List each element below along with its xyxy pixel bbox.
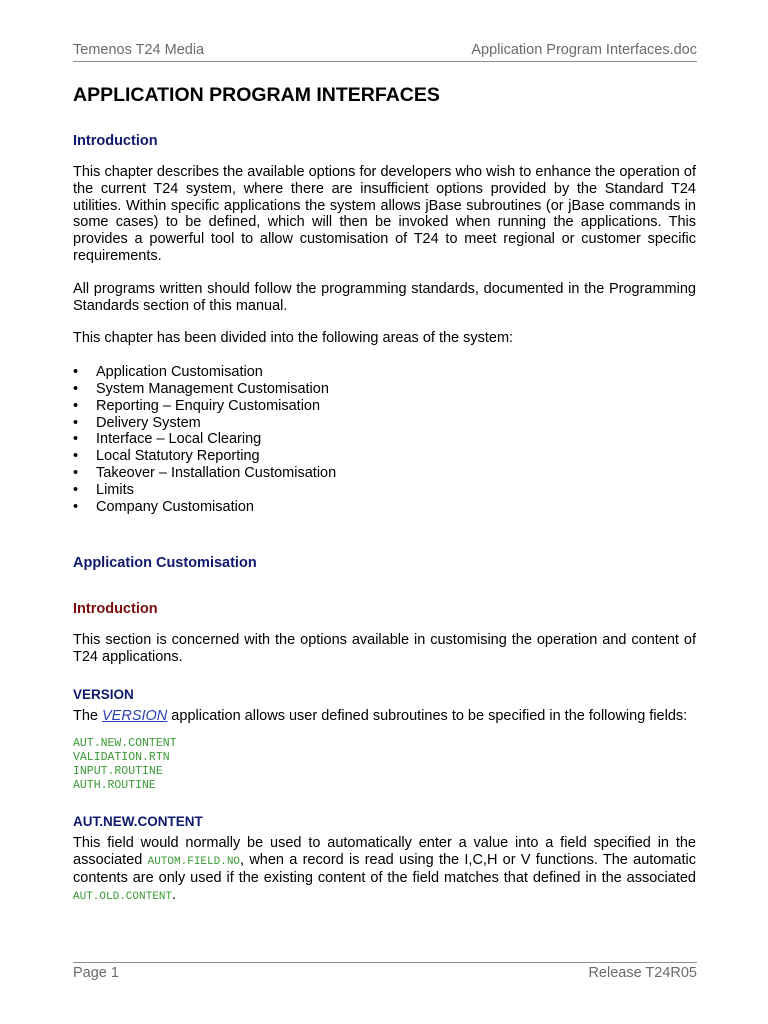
intro-paragraph-2: All programs written should follow the programming standards, documented in the Programming Standards section of this manual.: [73, 280, 696, 314]
header-right: Application Program Interfaces.doc: [471, 42, 697, 58]
aut-text-1: This field would normally be used to automatically enter a value into a field specified in the associated: [73, 834, 696, 868]
bullet-icon: •: [73, 380, 79, 397]
version-paragraph: [73, 708, 696, 725]
list-item: [73, 381, 696, 398]
page-number: Page 1: [73, 965, 119, 981]
app-custom-heading: Application Customisation: [73, 555, 257, 572]
intro-heading: Introduction: [73, 133, 158, 149]
document-body: [73, 80, 696, 906]
list-item: [73, 465, 696, 482]
aut-old-content-code: AUT.OLD.CONTENT: [73, 891, 173, 904]
code-line: INPUT.ROUTINE: [73, 764, 163, 778]
list-item: [73, 448, 696, 465]
list-item-label: Local Statutory Reporting: [96, 448, 260, 465]
bullet-icon: •: [73, 464, 79, 481]
list-item: [73, 431, 696, 448]
list-item-label: Delivery System: [96, 414, 201, 431]
release-label: Release T24R05: [588, 965, 697, 981]
list-item-label: System Management Customisation: [96, 380, 329, 397]
page-footer: [73, 962, 697, 982]
version-heading: VERSION: [73, 686, 134, 702]
aut-text-3: .: [172, 887, 177, 904]
code-line: VALIDATION.RTN: [73, 750, 170, 764]
list-item: [73, 415, 696, 432]
list-item-label: Application Customisation: [96, 364, 263, 381]
areas-list: [73, 364, 696, 515]
version-fields-list: [73, 737, 696, 793]
aut-new-content-paragraph: [73, 835, 696, 906]
document-title: APPLICATION PROGRAM INTERFACES: [73, 84, 440, 106]
code-line: AUTH.ROUTINE: [73, 778, 156, 792]
intro-paragraph-1: This chapter describes the available options for developers who wish to enhance the operation of the current T24 system, where there are insufficient options provided by the Standard T24 utilities. Within specific applications the system allows jBase subroutines (or jBase commands in some cases) to be defined, which will then be invoked when running the applications. This provides a powerful tool to allow customisation of T24 to meet regional or customer specific requirements.: [73, 164, 696, 264]
version-text-before: The: [73, 707, 103, 724]
list-item-label: Limits: [96, 481, 134, 498]
bullet-icon: •: [73, 498, 79, 515]
aut-text-2: , when a record is read using the I,C,H or V functions. The automatic contents are only used if the existing content of the field matches that defined in the associated: [73, 851, 696, 887]
list-item-label: Takeover – Installation Customisation: [96, 464, 337, 481]
app-custom-intro-heading: Introduction: [73, 601, 158, 618]
list-item: [73, 398, 696, 415]
bullet-icon: •: [73, 397, 79, 414]
autom-field-no-code: AUTOM.FIELD.NO: [147, 855, 241, 868]
page-header: [73, 42, 697, 62]
bullet-icon: •: [73, 431, 79, 448]
list-item-label: Interface – Local Clearing: [96, 431, 262, 448]
code-line: AUT.NEW.CONTENT: [73, 736, 177, 750]
bullet-icon: •: [73, 414, 79, 431]
app-custom-paragraph: This section is concerned with the options available in customising the operation and content of T24 applications.: [73, 632, 696, 666]
list-item: [73, 499, 696, 516]
bullet-icon: •: [73, 364, 79, 381]
bullet-icon: •: [73, 481, 79, 498]
version-text-after: application allows user defined subroutines to be specified in the following fields:: [167, 707, 688, 724]
version-link[interactable]: VERSION: [102, 707, 168, 724]
header-left: Temenos T24 Media: [73, 42, 205, 58]
list-item: [73, 482, 696, 499]
list-item: [73, 364, 696, 381]
list-item-label: Company Customisation: [96, 498, 254, 515]
intro-paragraph-3: This chapter has been divided into the following areas of the system:: [73, 330, 514, 347]
list-item-label: Reporting – Enquiry Customisation: [96, 397, 321, 414]
aut-new-content-heading: AUT.NEW.CONTENT: [73, 813, 203, 829]
bullet-icon: •: [73, 448, 79, 465]
